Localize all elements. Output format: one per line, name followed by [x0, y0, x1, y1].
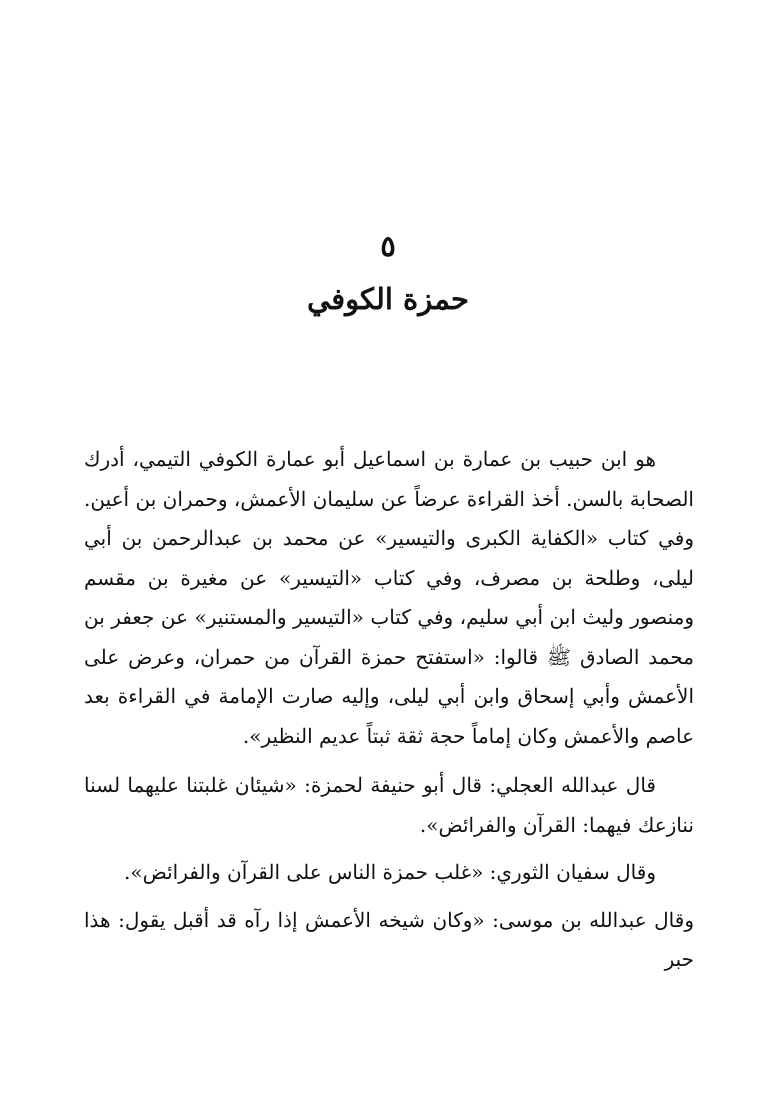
paragraph-biography: هو ابن حبيب بن عمارة بن اسماعيل أبو عمارة الكوفي التيمي، أدرك الصحابة بالسن. أخذ القراءة عرضاً عن سليمان الأعمش، وحمران بن أعين. وفي كتاب «الكفاية الكبرى والتيسير» عن محمد بن عبدالرحمن بن أبي ليلى، وطلحة بن مصرف، وفي كتاب «التيسير» عن مغيرة بن مقسم ومنصور وليث ابن أبي سليم، وفي كتاب «التيسير والمستنير» عن جعفر بن محمد الصادق ﷺ قالوا: «استفتح حمزة القرآن من حمران، وعرض على الأعمش وأبي إسحاق وابن أبي ليلى، وإليه صارت الإمامة في القراءة بعد عاصم والأعمش وكان إماماً حجة ثقة ثبتاً عديم النظير». [84, 447, 694, 748]
chapter-title: حمزة الكوفي [307, 282, 469, 316]
chapter-body [84, 440, 694, 980]
paragraph-quote-thawri: وقال سفيان الثوري: «غلب حمزة الناس على القرآن والفرائض». [123, 860, 656, 884]
paragraph-quote-ajli: قال عبدالله العجلي: قال أبو حنيفة لحمزة: «شيئان غلبتنا عليهما لسنا ننازعك فيهما: القرآن والفرائض». [84, 773, 694, 837]
chapter-number: ٥ [380, 229, 396, 263]
paragraph-quote-musa: وقال عبدالله بن موسى: «وكان شيخه الأعمش إذا رآه قد أقبل يقول: هذا حبر [84, 907, 694, 971]
